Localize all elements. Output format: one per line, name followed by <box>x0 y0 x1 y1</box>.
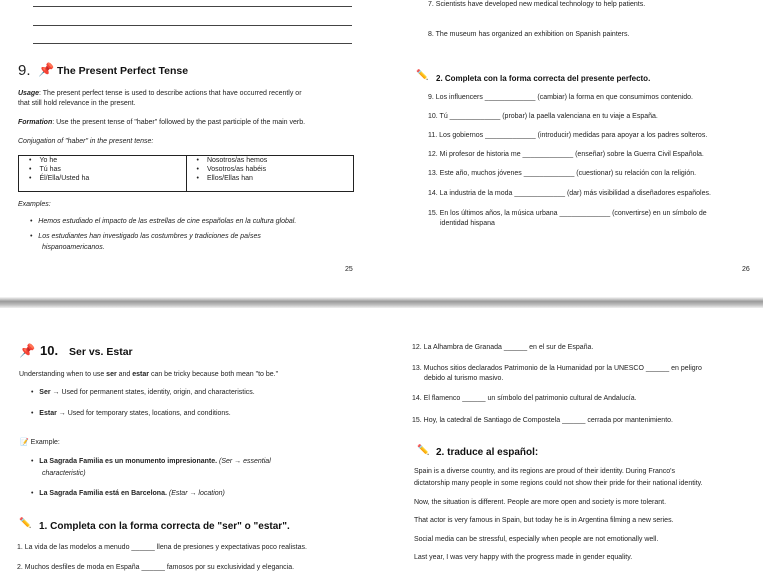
usage-label: Usage <box>18 90 40 97</box>
conjugation-item: • Ellos/Ellas han <box>197 174 354 183</box>
example: Hemos estudiado el impacto de las estrellas de cine españolas en la cultura global. <box>38 218 297 225</box>
section-title: Ser vs. Estar <box>69 346 133 358</box>
intro-text: and <box>116 371 133 378</box>
section-title: The Present Perfect Tense <box>57 65 189 77</box>
pushpin-icon: 📌 <box>38 62 55 77</box>
formation-label: Formation <box>18 119 53 126</box>
intro-text: Understanding when to use <box>19 371 107 378</box>
translation-sentence: That actor is very famous in Spain, but today he is in Argentina filming a new series. <box>414 517 674 524</box>
memo-icon: 📝 <box>20 439 29 446</box>
translation-sentence: Social media can be stressful, especially when people are not emotionally well. <box>414 536 659 543</box>
translation-sentence: dictatorship many people in some regions could not show their pride for their national identity. <box>414 480 703 487</box>
usage-text: that still hold relevance in the present. <box>18 100 136 107</box>
pushpin-icon: 📌 <box>19 343 36 358</box>
example: La Sagrada Familia es un monumento impresionante. <box>39 458 218 465</box>
pencil-icon: ✏️ <box>19 518 32 529</box>
example-label: Example: <box>30 439 60 446</box>
exercise-item: 7. Scientists have developed new medical technology to help patients. <box>428 1 646 8</box>
exercise-item: 10. Tú _____________ (probar) la paella valenciana en tu viaje a España. <box>428 113 658 120</box>
translation-sentence: Last year, I was very happy with the progress made in gender equality. <box>414 554 633 561</box>
intro-text: estar <box>132 371 149 378</box>
exercise-item: identidad hispana <box>440 220 495 227</box>
exercise-item: 14. La industria de la moda _____________ (dar) más visibilidad a diseñadores españoles. <box>428 190 711 197</box>
exercise-item: 12. La Alhambra de Granada ______ en el sur de España. <box>412 344 594 351</box>
translation-sentence: Spain is a diverse country, and its regions are proud of their identity. During Franco's <box>414 468 675 475</box>
conjugation-caption: Conjugation of "haber" in the present tense: <box>18 138 154 145</box>
example: hispanoamericanos. <box>42 244 105 251</box>
intro-text: can be tricky because both mean "to be." <box>149 371 279 378</box>
conjugation-item: • Nosotros/as hemos <box>197 156 354 165</box>
example-note: (Ser → essential <box>217 458 271 465</box>
exercise-item: 2. Muchos desfiles de moda en España ______ famosos por su exclusividad y elegancia. <box>17 564 295 571</box>
example-note: (Estar → location) <box>166 490 225 497</box>
page-number: 25 <box>345 266 353 273</box>
exercise-item: 14. El flamenco ______ un símbolo del patrimonio cultural de Andalucía. <box>412 395 637 402</box>
exercise-item: 15. En los últimos años, la música urbana _____________ (convertirse) en un símbolo de <box>428 210 707 217</box>
conjugation-item: • Vosotros/as habéis <box>197 165 354 174</box>
page-separator <box>0 297 763 308</box>
exercise-item: 13. Muchos sitios declarados Patrimonio de la Humanidad por la UNESCO ______ en peligro <box>412 365 702 372</box>
exercise-item: 11. Los gobiernos _____________ (introducir) medidas para apoyar a los padres solteros. <box>428 132 708 139</box>
page-number: 26 <box>742 266 750 273</box>
answer-line <box>33 25 352 26</box>
estar-text: → Used for temporary states, locations, and conditions. <box>56 410 231 417</box>
example: La Sagrada Familia está en Barcelona. <box>39 490 167 497</box>
exercise-item: 12. Mi profesor de historia me _____________ (enseñar) sobre la Guerra Civil Española. <box>428 151 704 158</box>
conjugation-item: • Tú has <box>29 165 186 174</box>
conjugation-table <box>18 155 354 192</box>
estar-label: Estar <box>39 410 57 417</box>
usage-text: : The present perfect tense is used to describe actions that have occurred recently or <box>39 90 302 97</box>
pencil-icon: ✏️ <box>416 70 429 81</box>
formation-text: : Use the present tense of "haber" followed by the past participle of the main verb. <box>52 119 306 126</box>
conjugation-item: • Él/Ella/Usted ha <box>29 174 186 183</box>
example-note: characteristic) <box>42 470 86 477</box>
exercise-item: 15. Hoy, la catedral de Santiago de Compostela ______ cerrada por mantenimiento. <box>412 417 673 424</box>
exercise-title: 1. Completa con la forma correcta de "ser" o "estar". <box>39 521 290 532</box>
ser-label: Ser <box>39 389 51 396</box>
example: Los estudiantes han investigado las costumbres y tradiciones de países <box>38 233 261 240</box>
exercise-item: 8. The museum has organized an exhibition on Spanish painters. <box>428 31 630 38</box>
section-number: 9. <box>18 62 31 79</box>
intro-text: ser <box>106 371 117 378</box>
answer-line <box>33 43 352 44</box>
examples-label: Examples: <box>18 201 51 208</box>
conjugation-item: • Yo he <box>29 156 186 165</box>
exercise-item: debido al turismo masivo. <box>424 375 504 382</box>
exercise-item: 9. Los influencers _____________ (cambiar) la forma en que consumimos contenido. <box>428 94 693 101</box>
ser-text: → Used for permanent states, identity, origin, and characteristics. <box>50 389 255 396</box>
exercise-title: 2. Completa con la forma correcta del presente perfecto. <box>436 74 651 83</box>
answer-line <box>33 6 352 7</box>
pencil-icon: ✏️ <box>417 445 430 456</box>
translation-sentence: Now, the situation is different. People are more open and society is more tolerant. <box>414 499 667 506</box>
exercise-item: 13. Este año, muchos jóvenes _____________ (cuestionar) su relación con la religión. <box>428 170 697 177</box>
exercise-title: 2. traduce al español: <box>436 447 539 458</box>
exercise-item: 1. La vida de las modelos a menudo ______ llena de presiones y expectativas poco realistas. <box>17 544 307 551</box>
section-number: 10. <box>40 343 59 358</box>
